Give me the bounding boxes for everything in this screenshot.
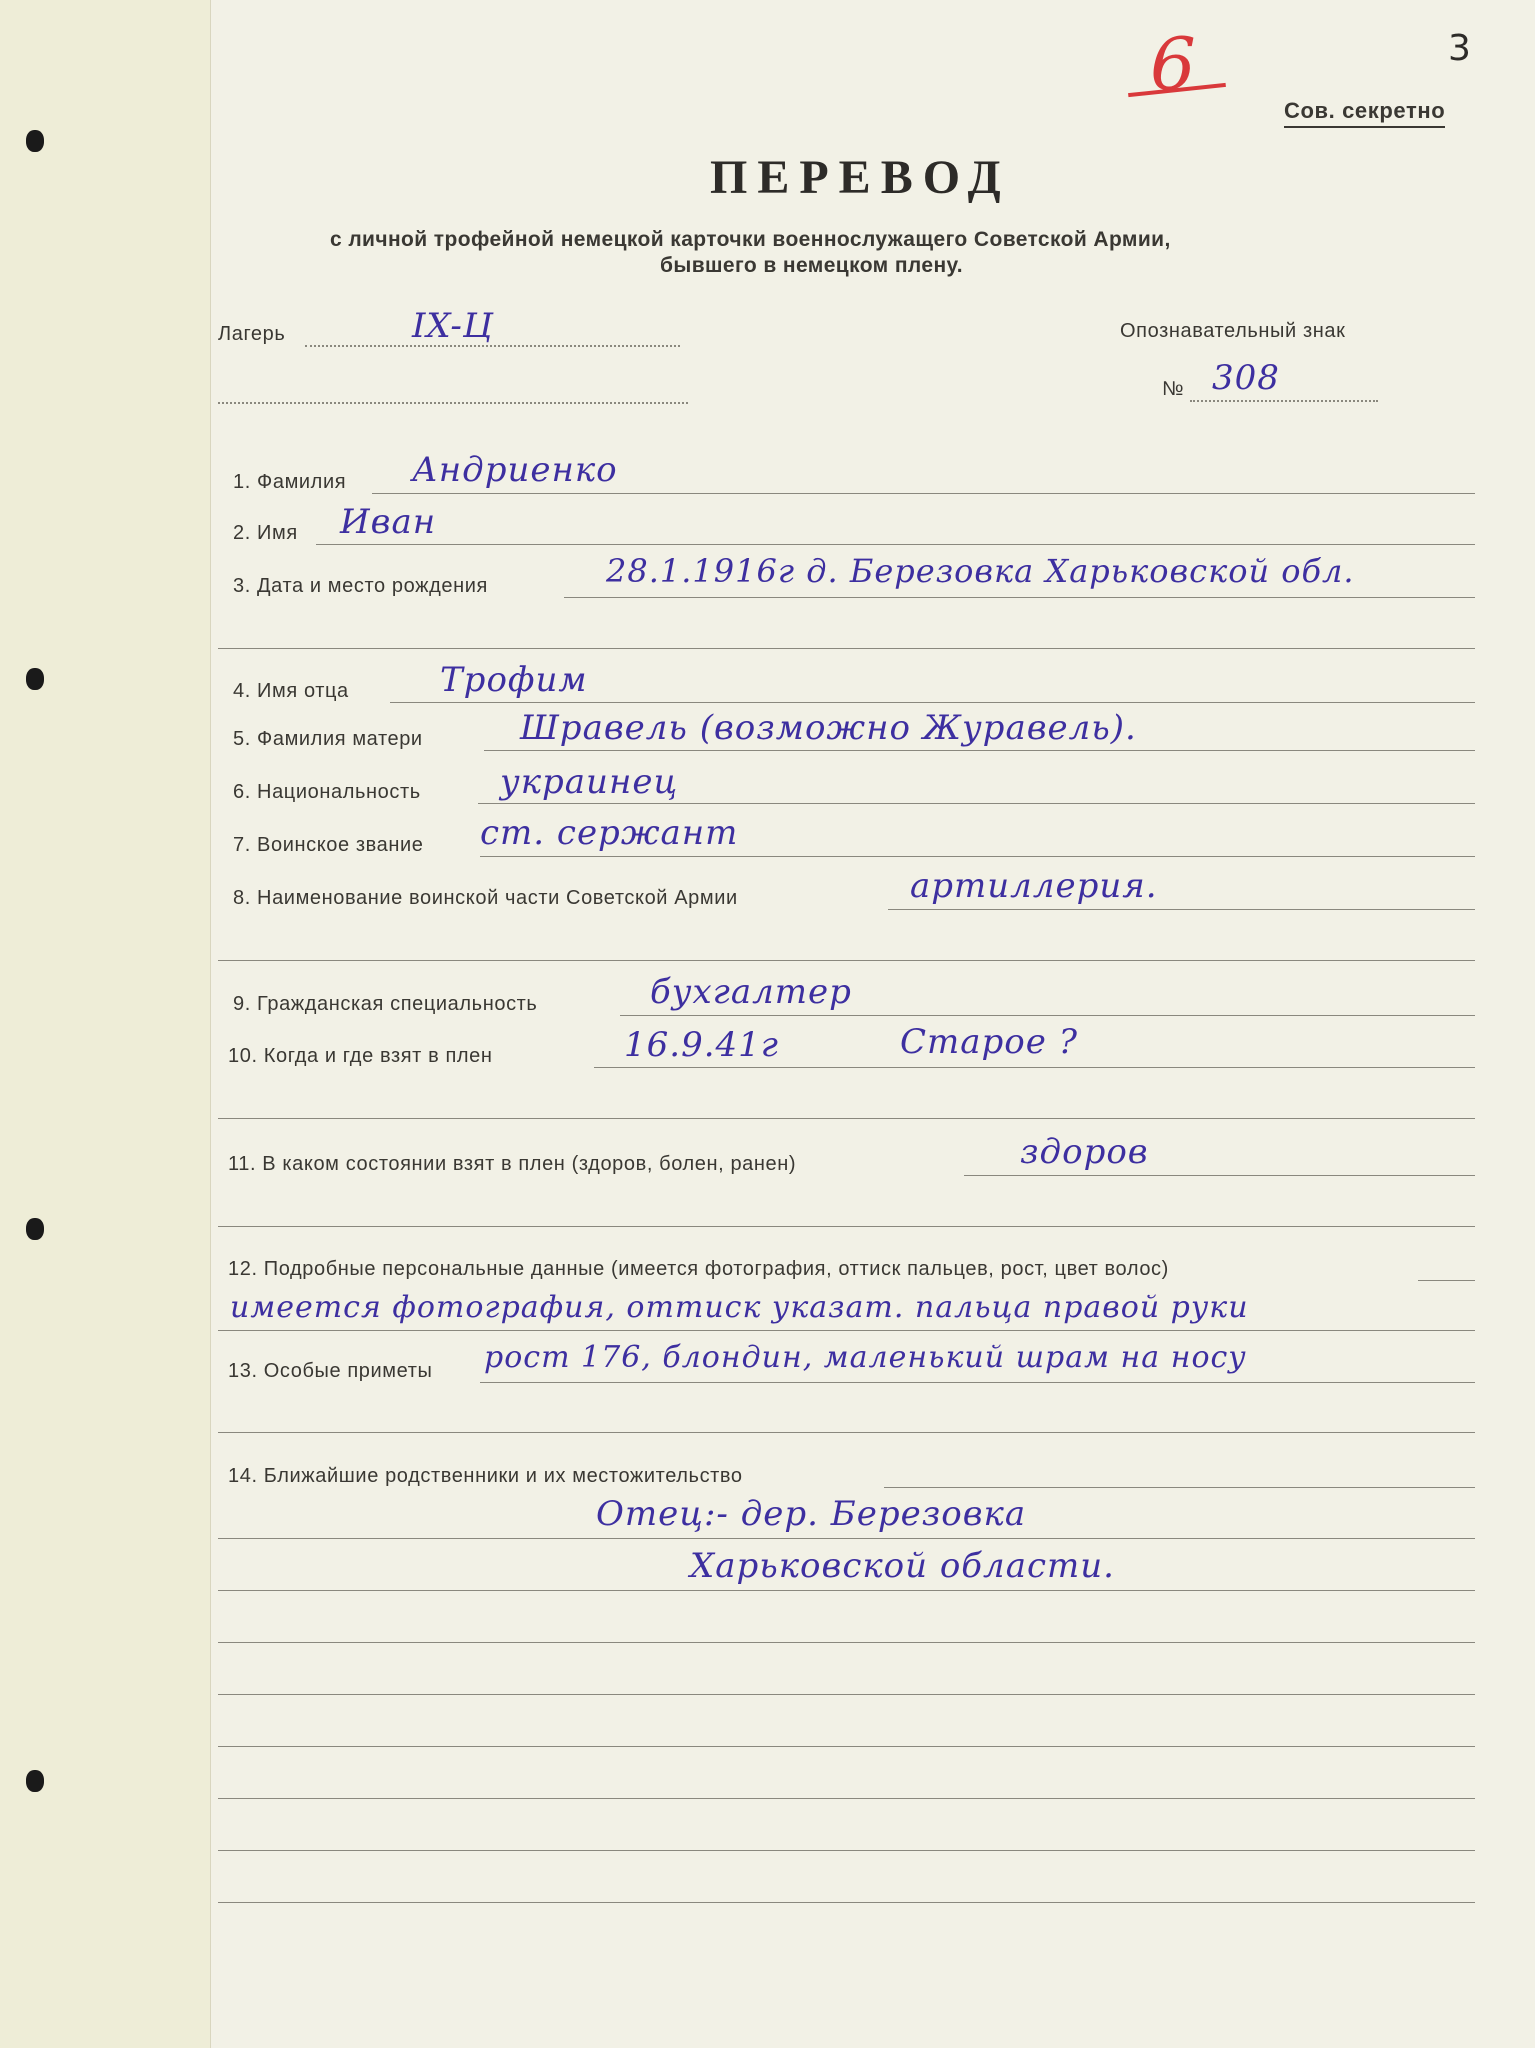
field-14-line <box>884 1487 1475 1488</box>
field-13-line <box>480 1382 1475 1383</box>
field-11-label: 11. В каком состоянии взят в плен (здоров, болен, ранен) <box>228 1153 797 1175</box>
binding-hole <box>26 130 44 152</box>
document-subtitle-line1: с личной трофейной немецкой карточки военнослужащего Советской Армии, <box>330 228 1171 251</box>
camp-value: IX-Ц <box>412 306 494 346</box>
field-8-value: артиллерия. <box>910 866 1158 906</box>
field-3-value: 28.1.1916г д. Березовка Харьковской обл. <box>606 552 1355 590</box>
document-subtitle-line2: бывшего в немецком плену. <box>660 254 964 277</box>
field-14-value-line2: Харьковской области. <box>690 1546 1115 1586</box>
field-2-line <box>316 544 1475 545</box>
camp-extra-underline <box>218 402 688 404</box>
field-10-place: Старое ? <box>900 1022 1078 1062</box>
blank-line <box>218 1694 1475 1695</box>
field-12-value: имеется фотография, оттиск указат. пальца правой руки <box>230 1290 1249 1325</box>
field-7-line <box>480 856 1475 857</box>
field-2-label: 2. Имя <box>233 522 298 544</box>
field-4-value: Трофим <box>440 660 588 700</box>
field-10-line <box>594 1067 1475 1068</box>
document-title: ПЕРЕВОД <box>710 151 1011 204</box>
field-11-line <box>964 1175 1475 1176</box>
field-14-extra-line <box>218 1538 1475 1539</box>
binding-hole <box>26 1770 44 1792</box>
blank-line <box>218 1902 1475 1903</box>
field-1-label: 1. Фамилия <box>233 471 347 493</box>
camp-label: Лагерь <box>218 323 286 345</box>
secrecy-stamp: Сов. секретно <box>1284 98 1445 128</box>
blank-line <box>218 1590 1475 1591</box>
blank-line <box>218 1798 1475 1799</box>
binding-hole <box>26 668 44 690</box>
binding-hole <box>26 1218 44 1240</box>
page-number: 3 <box>1448 28 1471 69</box>
blank-line <box>218 1746 1475 1747</box>
blank-line <box>218 1642 1475 1643</box>
field-10-label: 10. Когда и где взят в плен <box>228 1045 493 1067</box>
field-3-label: 3. Дата и место рождения <box>233 575 488 597</box>
field-12-line <box>1418 1280 1475 1281</box>
field-6-value: украинец <box>500 762 679 802</box>
field-10-date: 16.9.41г <box>624 1025 779 1065</box>
field-1-line <box>372 493 1475 494</box>
field-9-line <box>620 1015 1475 1016</box>
field-3-line <box>564 597 1475 598</box>
field-10-extra-line <box>218 1118 1475 1119</box>
field-14-value-line1: Отец:- дер. Березовка <box>596 1494 1027 1534</box>
field-8-label: 8. Наименование воинской части Советской Армии <box>233 887 738 909</box>
field-7-value: ст. сержант <box>480 813 739 853</box>
document-sheet <box>210 0 1535 2048</box>
archive-mark: 6 <box>1150 22 1196 106</box>
left-binding-strip <box>0 0 210 2048</box>
field-4-line <box>390 702 1475 703</box>
field-11-extra-line <box>218 1226 1475 1227</box>
field-11-value: здоров <box>1020 1132 1149 1172</box>
field-5-value: Шравель (возможно Журавель). <box>520 708 1137 748</box>
field-7-label: 7. Воинское звание <box>233 834 424 856</box>
field-1-value: Андриенко <box>412 450 618 490</box>
field-8-line <box>888 909 1475 910</box>
field-5-label: 5. Фамилия матери <box>233 728 423 750</box>
id-tag-underline <box>1190 400 1378 402</box>
field-14-label: 14. Ближайшие родственники и их местожительство <box>228 1465 743 1487</box>
field-9-value: бухгалтер <box>650 972 852 1012</box>
field-4-label: 4. Имя отца <box>233 680 349 702</box>
field-12-label: 12. Подробные персональные данные (имеется фотография, оттиск пальцев, рост, цвет волос) <box>228 1258 1169 1280</box>
field-9-label: 9. Гражданская специальность <box>233 993 538 1015</box>
id-tag-label: Опознавательный знак <box>1120 320 1346 342</box>
field-13-extra-line <box>218 1432 1475 1433</box>
id-tag-value: 308 <box>1212 358 1280 398</box>
id-tag-prefix: № <box>1162 378 1185 400</box>
field-2-value: Иван <box>340 502 437 542</box>
field-5-line <box>484 750 1475 751</box>
field-3-extra-line <box>218 648 1475 649</box>
field-8-extra-line <box>218 960 1475 961</box>
field-6-line <box>478 803 1475 804</box>
blank-line <box>218 1850 1475 1851</box>
field-12-extra-line <box>218 1330 1475 1331</box>
field-6-label: 6. Национальность <box>233 781 421 803</box>
field-13-label: 13. Особые приметы <box>228 1360 433 1382</box>
field-13-value: рост 176, блондин, маленький шрам на носу <box>484 1340 1247 1375</box>
